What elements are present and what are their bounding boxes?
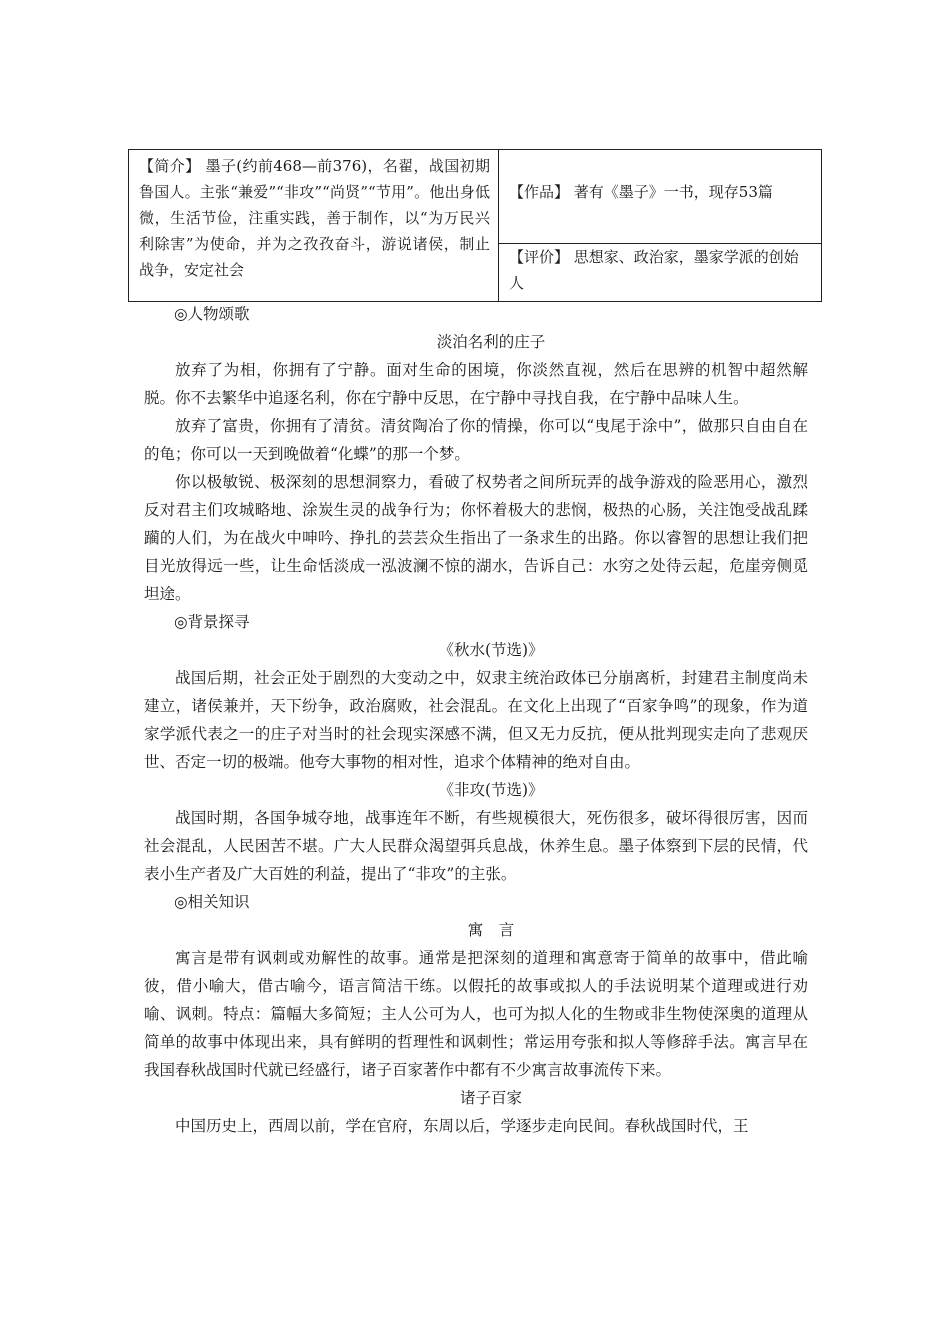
knowledge-title-hundred-schools: 诸子百家	[459, 1089, 522, 1107]
author-info-table	[128, 149, 822, 302]
intro-tag: 【简介】	[139, 157, 201, 175]
evaluation-cell	[499, 244, 821, 301]
section-heading-ode: ◎人物颂歌	[174, 305, 250, 323]
main-content	[144, 300, 808, 1140]
background-paragraph: 战国时期，各国争城夺地，战事连年不断，有些规模很大，死伤很多，破坏得很厉害，因而社会混乱，人民困苦不堪。广大人民群众渴望弭兵息战，休养生息。墨子体察到下层的民情，代表小生产者及广大百姓的利益，提出了“非攻”的主张。	[144, 809, 808, 883]
background-title-autumn-water: 《秋水(节选)》	[438, 641, 544, 659]
section-heading-background: ◎背景探寻	[174, 613, 250, 631]
section-heading-knowledge: ◎相关知识	[174, 893, 250, 911]
works-tag: 【作品】	[509, 183, 570, 201]
info-right-column	[499, 150, 821, 301]
ode-paragraph: 放弃了富贵，你拥有了清贫。清贫陶冶了你的情操，你可以“曳尾于涂中”，做那只自由自在的龟；你可以一天到晚做着“化蝶”的那一个梦。	[144, 417, 808, 463]
knowledge-title-fable: 寓 言	[467, 921, 515, 939]
works-text: 著有《墨子》一书，现存53篇	[569, 183, 773, 201]
knowledge-paragraph: 寓言是带有讽刺或劝解性的故事。通常是把深刻的道理和寓意寄于简单的故事中，借此喻彼，借小喻大，借古喻今，语言简洁干练。以假托的故事或拟人的手法说明某个道理或进行劝喻、讽刺。特点：篇幅大多简短；主人公可为人，也可为拟人化的生物或非生物使深奥的道理从简单的故事中体现出来，具有鲜明的哲理性和讽刺性；常运用夸张和拟人等修辞手法。寓言早在我国春秋战国时代就已经盛行，诸子百家著作中都有不少寓言故事流传下来。	[144, 949, 808, 1079]
evaluation-tag: 【评价】	[509, 248, 570, 266]
background-paragraph: 战国后期，社会正处于剧烈的大变动之中，奴隶主统治政体已分崩离析，封建君主制度尚未建立，诸侯兼并，天下纷争，政治腐败，社会混乱。在文化上出现了“百家争鸣”的现象，作为道家学派代表之一的庄子对当时的社会现实深感不满，但又无力反抗，便从批判现实走向了悲观厌世、否定一切的极端。他夸大事物的相对性，追求个体精神的绝对自由。	[144, 669, 808, 771]
intro-text: 墨子(约前468—前376)，名翟，战国初期鲁国人。主张“兼爱”“非攻”“尚贤”“节用”。他出身低微，生活节俭，注重实践，善于制作，以“为万民兴利除害”为使命，并为之孜孜奋斗，游说诸侯，制止战争，安定社会	[139, 157, 490, 279]
background-title-non-aggression: 《非攻(节选)》	[438, 781, 544, 799]
knowledge-paragraph: 中国历史上，西周以前，学在官府，东周以后，学逐步走向民间。春秋战国时代，王	[175, 1117, 749, 1135]
ode-paragraph: 放弃了为相，你拥有了宁静。面对生命的困境，你淡然直视，然后在思辨的机智中超然解脱。你不去繁华中追逐名利，你在宁静中反思，在宁静中寻找自我，在宁静中品味人生。	[144, 361, 808, 407]
ode-title: 淡泊名利的庄子	[436, 333, 546, 351]
intro-cell	[129, 150, 499, 301]
works-cell	[499, 150, 821, 244]
ode-paragraph: 你以极敏锐、极深刻的思想洞察力，看破了权势者之间所玩弄的战争游戏的险恶用心，激烈反对君主们攻城略地、涂炭生灵的战争行为；你怀着极大的悲悯，极热的心肠，关注饱受战乱蹂躏的人们，为在战火中呻吟、挣扎的芸芸众生指出了一条求生的出路。你以睿智的思想让我们把目光放得远一些，让生命恬淡成一泓波澜不惊的湖水，告诉自己：水穷之处待云起，危崖旁侧觅坦途。	[144, 473, 808, 603]
evaluation-text: 思想家、政治家，墨家学派的创始人	[509, 248, 799, 292]
